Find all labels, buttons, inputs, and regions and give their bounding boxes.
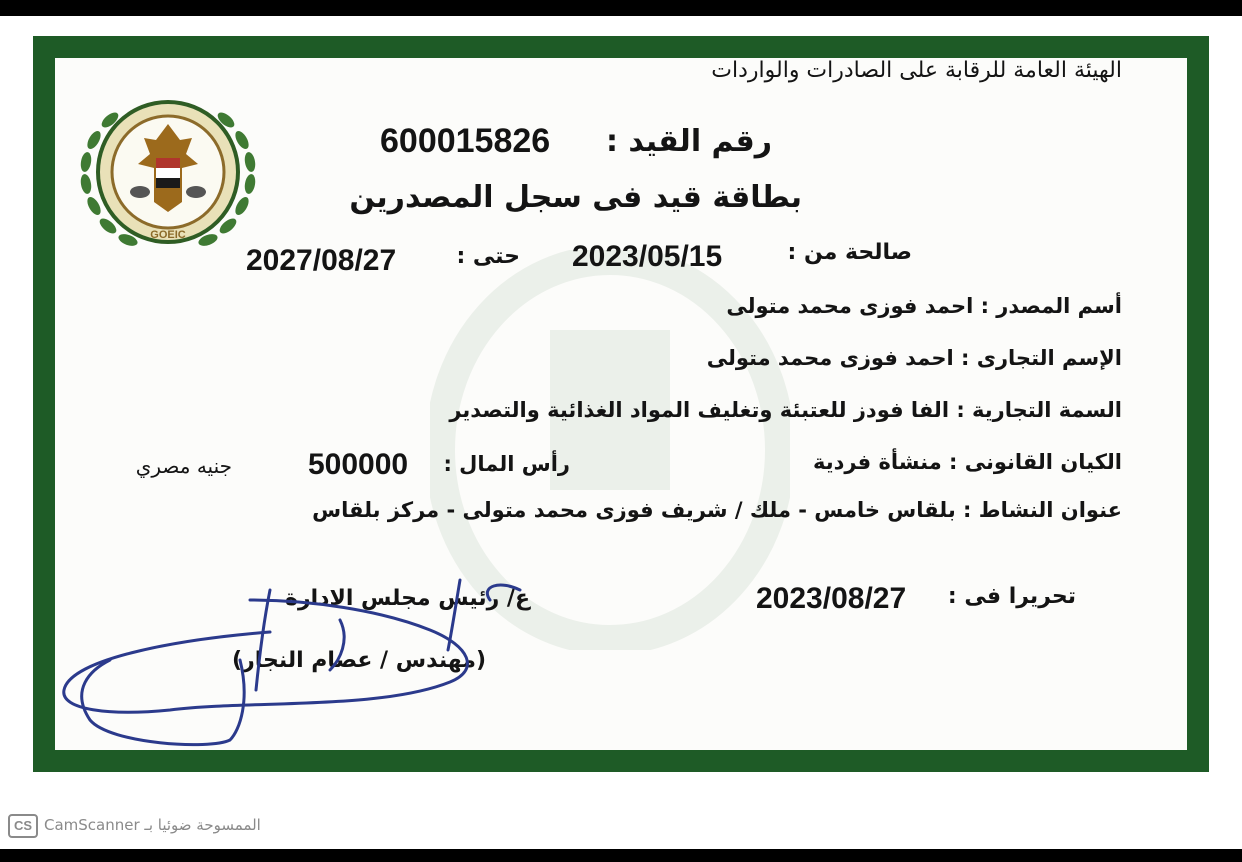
card-title: بطاقة قيد فى سجل المصدرين bbox=[349, 180, 802, 215]
signatory-name: (مهندس / عصام النجار) bbox=[232, 648, 486, 673]
issued-label: تحريرا فى : bbox=[947, 584, 1076, 609]
valid-until-label: حتى : bbox=[456, 244, 520, 269]
signatory-title: ع/ رئيس مجلس الادارة bbox=[284, 586, 530, 611]
trade-mark: السمة التجارية : الفا فودز للعتبئة وتغليف المواد الغذائية والتصدير bbox=[449, 398, 1122, 422]
capital-amount: 500000 bbox=[308, 448, 409, 481]
legal-entity: الكيان القانونى : منشأة فردية bbox=[812, 450, 1122, 474]
top-dark-bar bbox=[0, 0, 1242, 16]
registration-label: رقم القيد : bbox=[605, 124, 772, 159]
issued-date: 2023/08/27 bbox=[756, 582, 907, 615]
registration-number: 600015826 bbox=[380, 122, 551, 160]
valid-from-date: 2023/05/15 bbox=[572, 240, 723, 273]
valid-from-label: صالحة من : bbox=[787, 240, 912, 265]
exporter-name: أسم المصدر : احمد فوزى محمد متولى bbox=[726, 294, 1122, 318]
camscanner-logo: CS bbox=[8, 814, 38, 838]
authority-name: الهيئة العامة للرقابة على الصادرات والواردات bbox=[711, 58, 1122, 83]
capital-currency: جنيه مصري bbox=[135, 454, 232, 478]
goeic-seal bbox=[70, 80, 266, 256]
handwritten-signature bbox=[50, 560, 570, 760]
activity-address: عنوان النشاط : بلقاس خامس - ملك / شريف فوزى محمد متولى - مركز بلقاس bbox=[312, 498, 1122, 522]
valid-until-date: 2027/08/27 bbox=[246, 244, 397, 277]
seal-text: GOEIC bbox=[150, 229, 186, 241]
camscanner-watermark-text: CamScanner الممسوحة ضوئيا بـ bbox=[44, 816, 261, 834]
bottom-dark-bar bbox=[0, 849, 1242, 862]
trade-name: الإسم التجارى : احمد فوزى محمد متولى bbox=[706, 346, 1122, 370]
capital-label: رأس المال : bbox=[443, 452, 570, 476]
